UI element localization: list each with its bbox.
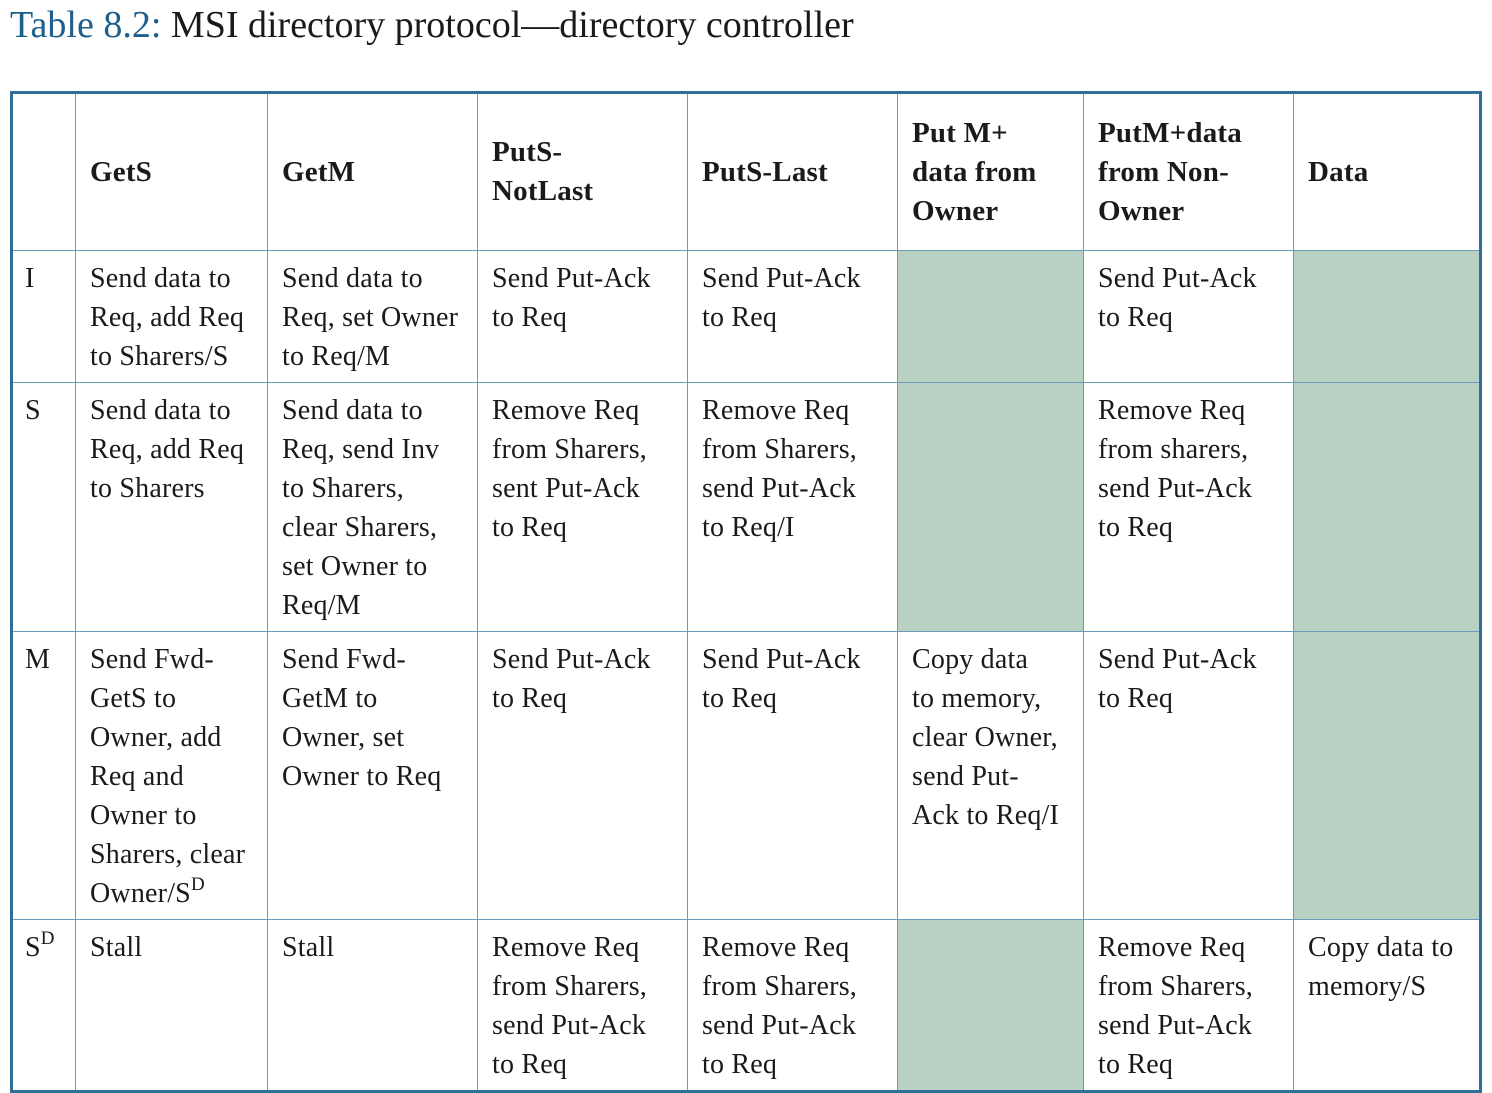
header-data-label: Data [1308, 155, 1369, 188]
cell-i-puts-notlast: Send Put-Ack to Req [478, 251, 688, 383]
header-gets-label: GetS [90, 155, 153, 188]
cell-m-gets [76, 632, 268, 920]
header-puts-notlast-label: PutS- NotLast [492, 136, 594, 207]
cell-s-data-na [1294, 383, 1481, 632]
table-row-m [12, 632, 1481, 920]
cell-s-putm-owner-na [898, 383, 1084, 632]
cell-i-getm: Send data to Req, set Owner to Req/M [268, 251, 478, 383]
cell-sd-data: Copy data to memory/S [1294, 920, 1481, 1092]
cell-sd-puts-notlast: Remove Req from Sharers, send Put-Ack to Req [478, 920, 688, 1092]
cell-m-putm-owner: Copy data to memory, clear Owner, send Put- Ack to Req/I [898, 632, 1084, 920]
header-puts-last-label: PutS-Last [702, 155, 828, 188]
header-putm-nonowner-label: PutM+data from Non- Owner [1098, 116, 1242, 227]
msi-directory-table [10, 91, 1482, 1093]
cell-i-putm-nonowner: Send Put-Ack to Req [1084, 251, 1294, 383]
cell-m-puts-last: Send Put-Ack to Req [688, 632, 898, 920]
header-getm-label: GetM [282, 155, 356, 188]
header-putm-nonowner [1084, 93, 1294, 251]
cell-i-puts-last: Send Put-Ack to Req [688, 251, 898, 383]
cell-sd-putm-owner-na [898, 920, 1084, 1092]
header-puts-notlast [478, 93, 688, 251]
header-corner-cell [12, 93, 76, 251]
header-row [12, 93, 1481, 251]
header-data [1294, 93, 1481, 251]
state-cell-sd [12, 920, 76, 1092]
cell-i-gets: Send data to Req, add Req to Sharers/S [76, 251, 268, 383]
cell-m-data-na [1294, 632, 1481, 920]
header-putm-owner-label: Put M+ data from Owner [912, 116, 1037, 227]
header-getm [268, 93, 478, 251]
state-cell-i: I [12, 251, 76, 383]
cell-s-gets: Send data to Req, add Req to Sharers [76, 383, 268, 632]
header-gets [76, 93, 268, 251]
state-cell-s: S [12, 383, 76, 632]
cell-sd-puts-last: Remove Req from Sharers, send Put-Ack to Req [688, 920, 898, 1092]
state-cell-m: M [12, 632, 76, 920]
table-row-s [12, 383, 1481, 632]
caption-label: Table 8.2: [10, 4, 162, 46]
cell-i-putm-owner-na [898, 251, 1084, 383]
cell-sd-putm-nonowner: Remove Req from Sharers, send Put-Ack to Req [1084, 920, 1294, 1092]
cell-i-data-na [1294, 251, 1481, 383]
cell-m-putm-nonowner: Send Put-Ack to Req [1084, 632, 1294, 920]
cell-s-puts-last: Remove Req from Sharers, send Put-Ack to Req/I [688, 383, 898, 632]
cell-m-puts-notlast: Send Put-Ack to Req [478, 632, 688, 920]
cell-s-putm-nonowner: Remove Req from sharers, send Put-Ack to Req [1084, 383, 1294, 632]
cell-s-puts-notlast: Remove Req from Sharers, sent Put-Ack to Req [478, 383, 688, 632]
caption-text: MSI directory protocol—directory controller [170, 4, 854, 46]
cell-s-getm: Send data to Req, send Inv to Sharers, clear Sharers, set Owner to Req/M [268, 383, 478, 632]
table-row-i [12, 251, 1481, 383]
table-caption [10, 2, 854, 48]
cell-m-getm: Send Fwd- GetM to Owner, set Owner to Req [268, 632, 478, 920]
cell-m-gets-superscript: D [190, 874, 205, 895]
state-sd-text: S [25, 932, 41, 963]
cell-sd-gets: Stall [76, 920, 268, 1092]
header-putm-owner [898, 93, 1084, 251]
cell-m-gets-text: Send Fwd- GetS to Owner, add Req and Owner to Sharers, clear Owner/S [90, 644, 246, 909]
cell-sd-getm: Stall [268, 920, 478, 1092]
table-row-sd [12, 920, 1481, 1092]
header-puts-last [688, 93, 898, 251]
state-sd-superscript: D [40, 928, 55, 949]
